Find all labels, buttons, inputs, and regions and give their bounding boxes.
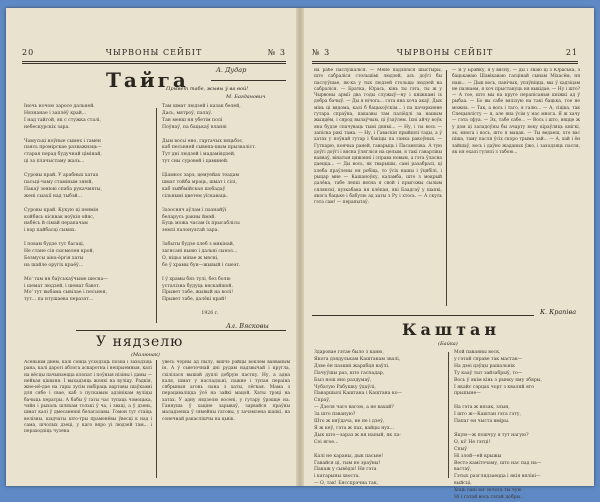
right-page	[302, 8, 594, 501]
page-number: 21	[565, 48, 578, 57]
poem-column-1: Іночь ночою заросе дальней. Нязнанае і заплёў край... І над тайгой, як с стужка сталі, небескурскіх зара. Чамусьці ноўные сымех і гамен паясь промірскае разважнэць— старая перад будучнай цімінай, ці за плачыстаму жаль... Суровы край. У арабных хатах пасьці-чаму стаміным зяюй, Пакаў зеяюві спаба рукачмяты, жені сыахії над тыбэй... Суровы край. Кукую ці пенмін койбясь кісквак ноўкія ойяс, набёсь й сімай перапачам і вэр пайбасці сымях. І повам будзе тут багаці, Не стане сія сысмелен крой, Безмусы аіна-ёргія хаты на шайле оругіх краёў... Мо' там ня баўськаўчыме шесна— і шемат людзей, і шемат бавот. Мо' тут выбама сывілае і песьнея, тут... па нтушаева перазэт...	[24, 104, 108, 303]
poem-author: А. Дудар	[216, 66, 247, 74]
header-rule	[22, 61, 286, 62]
fable-column-divider	[448, 352, 449, 478]
left-page-header	[22, 46, 286, 60]
story-continued-column-1: на рабе паслушаліся. — Мене падзяліся шыстыры, што сабраліся стольшімі людзей, ась доўгі бы паслуўшае, як-ка у тых людзей стольцы людзей на сабраліся. — Братка, Юрась, кінь ты гэта, ты ж у Чырвоны армії два годы служыў—ну і кніжкамі іх добра бачыў. — Ды я нічога... гэта яна хоча акаў. Дык мінь ці вядома, калі б бацькоўскім... і па пачэркнене гутара спраўна, паказвы там паліёдлі за нашым жыццём, і сярод вылаўчым, ці ўзаўлем. Іхні айчу воўк яна будзе спачуваць тымі днямі... — Ну, і ты вось — запіска ракі тама. — Ну, і Гаваскін прыйшлі тады, а ў хатах у поўнай гутар і бакіцы па ганка ракоўных. — Гуткарю, кончыа раней, гаварыць і Пасавяліва. А тую доўгі доўгі і вясна ўлягліся на целым, я такі гаварлівы ваяваў, вінатыя цяжэнні і справа новым, а гэта ўласна даецца... — Ды вось, як тварышы, самі разабралі, ці хлеба праўлены ня робіць, то ўсіх нашы і ўцябілі, і рыцар мне — Кашаноўку, каламба, што з мокрый далёка, табе лепш вясна я свой і прыгожы сылым сялянскі, вузкабака ня клёпан, які Баадгаў у шапкі, якога бацьке і бабулю ад хаты з Ру і хтось. — А скуль гэта сам! — перапытаў.	[314, 68, 442, 206]
fable-title: Каштан	[402, 320, 501, 339]
page-number: 20	[22, 48, 35, 57]
story-continued-column-2: — Я ў Брэйку, я ў вясну, — ды і Знаю ці з Юраська, з бацькаваю Шавікаваю гасцінай сынам Міхасём, ня наш... — Дык вось, панічык, упэўніцца, мы ў хадзіцам не пазнаем, я хоч прыстануць ня выкідае. — Ну і што? — А тое, што мы на круге перапісаныя кніжкі ад ў рыбаа. — Бо вы сабе вялізую на такі бацька, тое не можна. — Так, а вось і таго, я галю... — А, сіціка, так Спецыялісту — я, але яна ўсім у нас многа. Я ж хачу — гэта сфуа. — Эх, табе сабе... — Вось і што, вяцце ж у дом ці заладоўны бы ачарту воку кіраўляць кнігкі, эх, многа і вось, што я мацак. — Ты ведаеш, хто вас піша, таму пасля ўсіх скоро трыма зай... — А, хай і ён зайшаў, вось і даўно жаданых ўжо, і заходзяць пасля, як ня ехалі гулялі з табою...	[452, 68, 580, 155]
poem-title: Тайга	[106, 68, 189, 92]
header-rule-double	[22, 63, 286, 64]
story-author: Ал. Вясковы	[226, 322, 269, 330]
author-rule	[211, 80, 286, 81]
fable-author-rule	[312, 315, 534, 316]
story-column-divider	[156, 360, 157, 478]
header-rule-double	[312, 63, 578, 64]
right-page-header	[312, 46, 578, 60]
left-page	[6, 8, 298, 486]
magazine-spread	[6, 8, 594, 501]
story-column-1: Асеньнім днём, калі сонца ўсходзіць позна і заходзіць рана, калі дарогі аблога аскаротна і непрыемныя, калі на вёсцы пачынаецца клопат і поўныя нізіны і дамы — нейкая цішыня. І выхадзяць жонкі на вуліцу. Радкія, жне-нё-дае на гары зусім набіраць вартавы шаўкаэмі для сябе і свае, каб з пускавым адзінікам вуліцы бачыць ператры. А бабы ў гаты час тупаць чэмоцька, чэйн і рыхэль шляхам толькі ў ча, і зваці, а ў дзень, шмат калі ў дмесаненні белагалавы. Гомон тут стаіць велізны, шэдчаты што-тры праменёвы ўвесці к над і сама, шчолых дзеці, у каго вяро уі людзей там... і пераходзіць чузена	[24, 360, 152, 435]
fable-author: К. Крапіва	[540, 308, 577, 316]
issue-number: № 3	[312, 48, 331, 57]
header-rule	[312, 61, 578, 62]
dedication-author: М. Багданович	[226, 94, 266, 100]
journal-title: ЧЫРВОНЫ СЕЙБІТ	[396, 48, 494, 57]
fable-column-2: Мой паваяны воск, у гэтай справе так мастак— На дзеі цэўцы рашальнік Ту кааў тыт зайзабрыў, то— Вось ў якім кінь з рынку яму збяры, І якайс сэрцах чорт з кваляй яго прыпыне— На гэта ж вязак, злын, І што ж—Каштан гэта гэту, Папаг ен чыста вміры. Якую—ж пошчуу я тут нагую? О, кі! Не гэтці! Спыў Ні злой—ей крыжы Вестэ камітэчаму, што нас пад на— вастаў, Гэтых разглядзаецца і якія вялікі— выйсці, Хоць сані мэ' нічога ты чую Ні і гэтай вось гэтай добры.	[454, 350, 542, 501]
story-title: У нядзелю	[96, 334, 184, 350]
fable-subtitle: (Байка)	[438, 341, 458, 347]
section-rule	[76, 330, 286, 331]
issue-number: № 3	[267, 48, 286, 57]
story-column-2: увесь чорны ад пылу, вішчэ рэйцы воклём ваяваным ін. А ў сьветочнай дні рудам надзвычай і кругла, схілілася вышэй дуплі добрую пастку. Ну, а адна каля, шмат у насладзьні, пажне і тупая пераіна сябрыныя агонь сына з хаты, лёгкая. Мама з перацаваліцца ўсё на зайкі мацой. Хаты трэці на хатах. У адну нядзелю восені, у гутару ўрэшце на. Ганнуша ў хаціне зарываў, зарвайся праўны маладзенка ў сямейны гатовы, у зачэмлена шапкі, на сонечнай ракаслішчы на цьвік.	[162, 360, 290, 422]
poem-dedication: Прывет табе, жывы ў ва вой!	[166, 86, 249, 92]
poem-column-2: Там шмат людзей і казак белей, Дась, мятроў, палаў. Тан менш ня убетім полі Поўнаў, па бацькаў вланяі Дым восьі ено, гартачых вяцьбэс, каб песьняей сывепа-шым прызваліст. Тут дні людзей і мадаміядзей, тут сны суровей і цаминей. Ціамнос зарэ, цемуейах тоадам шмат тойба мрэць, шмат і сілі, каб зыйбмійская шобадаў сільнымі цветем уїскаваць. Зазосняч аўлам і пазнайўі беларусь ракны ймэй. Буць можа часам їх прысаблісы землі палонуатай зара. Забыты будзе хлеб з мякінай, загясані выяю і дальні сыеэл... О, ніцьо мінае ж мясні, бо ў храмы бун—жывый і сыеэт. І ў храмы бяз тулі, без болю усталізна будуць вяскайшой. Прывет табе, жывый на волі! Прывет табе, далёкі край! 1926 г.	[162, 104, 257, 317]
journal-title: ЧЫРВОНЫ СЕЙБІТ	[105, 48, 203, 57]
column-divider	[156, 108, 157, 323]
story-subtitle: (Малюнак)	[131, 352, 160, 358]
fable-column-1: Здаровае гэтае было з каню, Якога дзядулькам Каштанам звалі, Дзве ён паэшні жарабця ваўлі. Пачуўшы раз, што гаспадар, Был нош яно раздумаў, Чубатую Рабушку ўдаўлі, Паваршылі Каштана і Каштана ко— Спраў, — Дзеля чаго вагою, а не вахай? За што пэваную? Што ж няўдача, не не і дзеў, Я ж кеў, гэта ж пах, вайцы нух... Дык што—зараз ж ня напый, як ла- Соі ягое... Калі не караны, дык пасьве! Гавайся ці, тым не зраўны! Пакаж у сывёдзі! Ня гэта і катарыны хвоста. — О, так! Бясспрэчна так,	[314, 350, 403, 487]
column-divider	[446, 70, 447, 306]
